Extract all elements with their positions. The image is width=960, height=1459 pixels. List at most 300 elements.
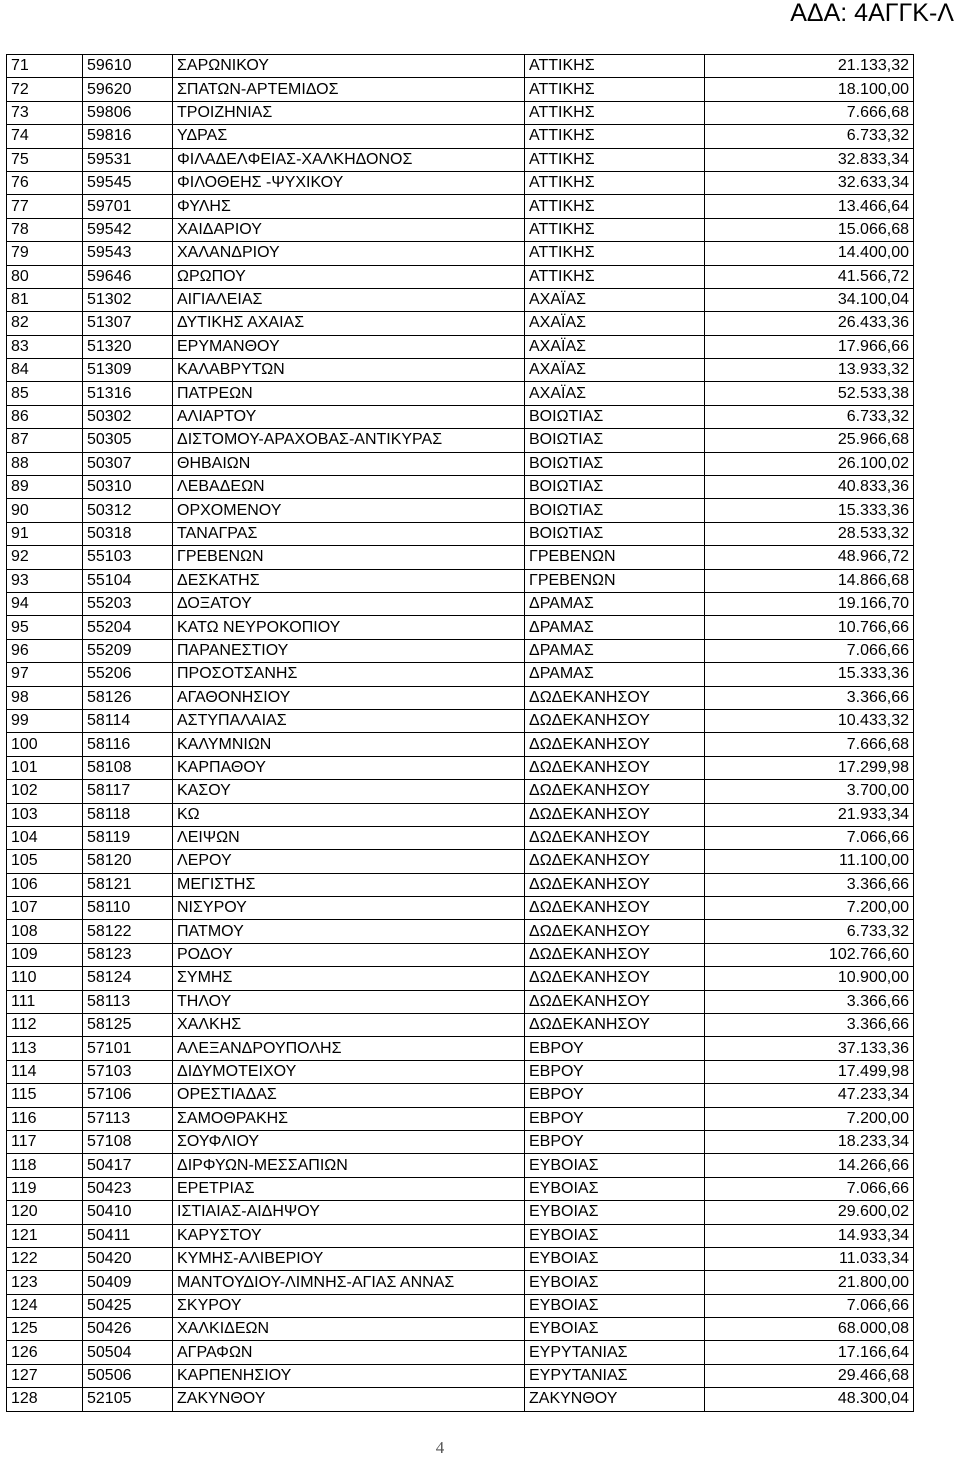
table-row <box>7 943 914 966</box>
row-number-cell: 75 <box>7 148 83 171</box>
municipality-name-cell: ΚΥΜΗΣ-ΑΛΙΒΕΡΙΟΥ <box>173 1247 525 1270</box>
municipality-code-cell: 59542 <box>83 218 173 241</box>
municipality-name-cell: ΩΡΩΠΟΥ <box>173 265 525 288</box>
prefecture-cell: ΒΟΙΩΤΙΑΣ <box>525 452 705 475</box>
row-number-cell: 108 <box>7 920 83 943</box>
prefecture-cell: ΔΩΔΕΚΑΝΗΣΟΥ <box>525 897 705 920</box>
prefecture-cell: ΑΧΑΪΑΣ <box>525 335 705 358</box>
prefecture-cell: ΕΥΒΟΙΑΣ <box>525 1177 705 1200</box>
table-row <box>7 592 914 615</box>
municipality-code-cell: 58114 <box>83 709 173 732</box>
municipality-name-cell: ΕΡΕΤΡΙΑΣ <box>173 1177 525 1200</box>
municipality-name-cell: ΚΑΤΩ ΝΕΥΡΟΚΟΠΙΟΥ <box>173 616 525 639</box>
amount-cell: 37.133,36 <box>705 1037 914 1060</box>
row-number-cell: 127 <box>7 1364 83 1387</box>
allocation-table <box>6 54 914 1412</box>
table-row <box>7 990 914 1013</box>
municipality-name-cell: ΖΑΚΥΝΘΟΥ <box>173 1388 525 1411</box>
prefecture-cell: ΑΧΑΪΑΣ <box>525 288 705 311</box>
municipality-code-cell: 50506 <box>83 1364 173 1387</box>
table-row <box>7 756 914 779</box>
table-row <box>7 897 914 920</box>
municipality-name-cell: ΣΑΡΩΝΙΚΟΥ <box>173 55 525 78</box>
row-number-cell: 122 <box>7 1247 83 1270</box>
amount-cell: 10.900,00 <box>705 967 914 990</box>
table-row <box>7 1341 914 1364</box>
municipality-name-cell: ΔΙΔΥΜΟΤΕΙΧΟΥ <box>173 1060 525 1083</box>
row-number-cell: 85 <box>7 382 83 405</box>
row-number-cell: 121 <box>7 1224 83 1247</box>
table-row <box>7 499 914 522</box>
amount-cell: 14.933,34 <box>705 1224 914 1247</box>
amount-cell: 21.800,00 <box>705 1271 914 1294</box>
prefecture-cell: ΔΩΔΕΚΑΝΗΣΟΥ <box>525 943 705 966</box>
table-row <box>7 803 914 826</box>
municipality-name-cell: ΦΥΛΗΣ <box>173 195 525 218</box>
amount-cell: 40.833,36 <box>705 476 914 499</box>
row-number-cell: 128 <box>7 1388 83 1411</box>
amount-cell: 7.066,66 <box>705 639 914 662</box>
municipality-name-cell: ΔΙΣΤΟΜΟΥ-ΑΡΑΧΟΒΑΣ-ΑΝΤΙΚΥΡΑΣ <box>173 429 525 452</box>
municipality-code-cell: 58126 <box>83 686 173 709</box>
amount-cell: 7.066,66 <box>705 1294 914 1317</box>
municipality-name-cell: ΛΕΒΑΔΕΩΝ <box>173 476 525 499</box>
row-number-cell: 125 <box>7 1318 83 1341</box>
amount-cell: 28.533,32 <box>705 522 914 545</box>
table-row <box>7 780 914 803</box>
prefecture-cell: ΔΩΔΕΚΑΝΗΣΟΥ <box>525 803 705 826</box>
amount-cell: 26.433,36 <box>705 312 914 335</box>
row-number-cell: 112 <box>7 1014 83 1037</box>
table-row <box>7 312 914 335</box>
row-number-cell: 123 <box>7 1271 83 1294</box>
table-row <box>7 476 914 499</box>
municipality-code-cell: 52105 <box>83 1388 173 1411</box>
prefecture-cell: ΕΥΒΟΙΑΣ <box>525 1154 705 1177</box>
table-row <box>7 452 914 475</box>
municipality-code-cell: 58110 <box>83 897 173 920</box>
municipality-name-cell: ΚΑΛΑΒΡΥΤΩΝ <box>173 359 525 382</box>
amount-cell: 18.100,00 <box>705 78 914 101</box>
prefecture-cell: ΔΩΔΕΚΑΝΗΣΟΥ <box>525 686 705 709</box>
municipality-code-cell: 51320 <box>83 335 173 358</box>
row-number-cell: 72 <box>7 78 83 101</box>
table-row <box>7 1294 914 1317</box>
amount-cell: 6.733,32 <box>705 125 914 148</box>
prefecture-cell: ΑΤΤΙΚΗΣ <box>525 101 705 124</box>
municipality-code-cell: 58118 <box>83 803 173 826</box>
municipality-name-cell: ΔΙΡΦΥΩΝ-ΜΕΣΣΑΠΙΩΝ <box>173 1154 525 1177</box>
row-number-cell: 71 <box>7 55 83 78</box>
prefecture-cell: ΑΤΤΙΚΗΣ <box>525 148 705 171</box>
municipality-code-cell: 55103 <box>83 546 173 569</box>
table-row <box>7 1037 914 1060</box>
prefecture-cell: ΑΤΤΙΚΗΣ <box>525 195 705 218</box>
prefecture-cell: ΑΤΤΙΚΗΣ <box>525 125 705 148</box>
table-row <box>7 359 914 382</box>
municipality-name-cell: ΡΟΔΟΥ <box>173 943 525 966</box>
municipality-code-cell: 50305 <box>83 429 173 452</box>
municipality-code-cell: 58108 <box>83 756 173 779</box>
table-row <box>7 242 914 265</box>
amount-cell: 41.566,72 <box>705 265 914 288</box>
amount-cell: 48.300,04 <box>705 1388 914 1411</box>
municipality-code-cell: 51307 <box>83 312 173 335</box>
prefecture-cell: ΑΤΤΙΚΗΣ <box>525 242 705 265</box>
table-row <box>7 1177 914 1200</box>
prefecture-cell: ΔΩΔΕΚΑΝΗΣΟΥ <box>525 990 705 1013</box>
amount-cell: 7.200,00 <box>705 897 914 920</box>
row-number-cell: 117 <box>7 1130 83 1153</box>
amount-cell: 14.866,68 <box>705 569 914 592</box>
municipality-name-cell: ΤΗΛΟΥ <box>173 990 525 1013</box>
municipality-code-cell: 58116 <box>83 733 173 756</box>
municipality-name-cell: ΑΓΡΑΦΩΝ <box>173 1341 525 1364</box>
row-number-cell: 89 <box>7 476 83 499</box>
amount-cell: 13.933,32 <box>705 359 914 382</box>
prefecture-cell: ΑΧΑΪΑΣ <box>525 359 705 382</box>
municipality-code-cell: 58124 <box>83 967 173 990</box>
table-row <box>7 967 914 990</box>
prefecture-cell: ΕΥΒΟΙΑΣ <box>525 1294 705 1317</box>
table-row <box>7 1154 914 1177</box>
municipality-name-cell: ΥΔΡΑΣ <box>173 125 525 148</box>
amount-cell: 11.033,34 <box>705 1247 914 1270</box>
municipality-code-cell: 50504 <box>83 1341 173 1364</box>
amount-cell: 7.666,68 <box>705 733 914 756</box>
amount-cell: 3.366,66 <box>705 686 914 709</box>
table-row <box>7 1247 914 1270</box>
row-number-cell: 110 <box>7 967 83 990</box>
amount-cell: 25.966,68 <box>705 429 914 452</box>
municipality-code-cell: 50307 <box>83 452 173 475</box>
municipality-code-cell: 58113 <box>83 990 173 1013</box>
amount-cell: 7.066,66 <box>705 826 914 849</box>
amount-cell: 32.833,34 <box>705 148 914 171</box>
municipality-code-cell: 50426 <box>83 1318 173 1341</box>
prefecture-cell: ΕΒΡΟΥ <box>525 1060 705 1083</box>
municipality-code-cell: 57103 <box>83 1060 173 1083</box>
table-row <box>7 382 914 405</box>
amount-cell: 3.366,66 <box>705 873 914 896</box>
amount-cell: 21.133,32 <box>705 55 914 78</box>
table-row <box>7 429 914 452</box>
prefecture-cell: ΔΩΔΕΚΑΝΗΣΟΥ <box>525 920 705 943</box>
row-number-cell: 97 <box>7 663 83 686</box>
municipality-code-cell: 57106 <box>83 1084 173 1107</box>
amount-cell: 47.233,34 <box>705 1084 914 1107</box>
prefecture-cell: ΕΒΡΟΥ <box>525 1037 705 1060</box>
table-row <box>7 78 914 101</box>
amount-cell: 17.966,66 <box>705 335 914 358</box>
prefecture-cell: ΓΡΕΒΕΝΩΝ <box>525 569 705 592</box>
municipality-code-cell: 58121 <box>83 873 173 896</box>
row-number-cell: 91 <box>7 522 83 545</box>
row-number-cell: 99 <box>7 709 83 732</box>
row-number-cell: 98 <box>7 686 83 709</box>
amount-cell: 7.066,66 <box>705 1177 914 1200</box>
municipality-name-cell: ΚΩ <box>173 803 525 826</box>
municipality-name-cell: ΧΑΛΑΝΔΡΙΟΥ <box>173 242 525 265</box>
page-number: 4 <box>435 1438 445 1457</box>
prefecture-cell: ΕΒΡΟΥ <box>525 1107 705 1130</box>
prefecture-cell: ΔΡΑΜΑΣ <box>525 616 705 639</box>
row-number-cell: 77 <box>7 195 83 218</box>
table-row <box>7 195 914 218</box>
row-number-cell: 102 <box>7 780 83 803</box>
municipality-code-cell: 59806 <box>83 101 173 124</box>
municipality-code-cell: 59545 <box>83 171 173 194</box>
row-number-cell: 86 <box>7 405 83 428</box>
table-row <box>7 148 914 171</box>
municipality-code-cell: 50310 <box>83 476 173 499</box>
municipality-name-cell: ΣΠΑΤΩΝ-ΑΡΤΕΜΙΔΟΣ <box>173 78 525 101</box>
prefecture-cell: ΑΧΑΪΑΣ <box>525 312 705 335</box>
row-number-cell: 103 <box>7 803 83 826</box>
prefecture-cell: ΕΥΒΟΙΑΣ <box>525 1247 705 1270</box>
municipality-code-cell: 51302 <box>83 288 173 311</box>
municipality-name-cell: ΣΑΜΟΘΡΑΚΗΣ <box>173 1107 525 1130</box>
table-row <box>7 686 914 709</box>
row-number-cell: 83 <box>7 335 83 358</box>
municipality-code-cell: 55206 <box>83 663 173 686</box>
municipality-name-cell: ΧΑΙΔΑΡΙΟΥ <box>173 218 525 241</box>
row-number-cell: 101 <box>7 756 83 779</box>
row-number-cell: 114 <box>7 1060 83 1083</box>
municipality-name-cell: ΑΛΙΑΡΤΟΥ <box>173 405 525 428</box>
municipality-name-cell: ΤΡΟΙΖΗΝΙΑΣ <box>173 101 525 124</box>
municipality-name-cell: ΛΕΡΟΥ <box>173 850 525 873</box>
table-row <box>7 1130 914 1153</box>
row-number-cell: 116 <box>7 1107 83 1130</box>
municipality-code-cell: 59701 <box>83 195 173 218</box>
prefecture-cell: ΒΟΙΩΤΙΑΣ <box>525 499 705 522</box>
municipality-code-cell: 50302 <box>83 405 173 428</box>
municipality-code-cell: 58125 <box>83 1014 173 1037</box>
row-number-cell: 79 <box>7 242 83 265</box>
prefecture-cell: ΔΡΑΜΑΣ <box>525 663 705 686</box>
municipality-code-cell: 50410 <box>83 1201 173 1224</box>
municipality-name-cell: ΟΡΧΟΜΕΝΟΥ <box>173 499 525 522</box>
municipality-code-cell: 50409 <box>83 1271 173 1294</box>
amount-cell: 13.466,64 <box>705 195 914 218</box>
prefecture-cell: ΑΧΑΪΑΣ <box>525 382 705 405</box>
row-number-cell: 95 <box>7 616 83 639</box>
municipality-name-cell: ΠΑΤΜΟΥ <box>173 920 525 943</box>
prefecture-cell: ΓΡΕΒΕΝΩΝ <box>525 546 705 569</box>
table-row <box>7 171 914 194</box>
prefecture-cell: ΑΤΤΙΚΗΣ <box>525 218 705 241</box>
prefecture-cell: ΔΩΔΕΚΑΝΗΣΟΥ <box>525 1014 705 1037</box>
row-number-cell: 113 <box>7 1037 83 1060</box>
table-row <box>7 101 914 124</box>
row-number-cell: 96 <box>7 639 83 662</box>
prefecture-cell: ΕΥΒΟΙΑΣ <box>525 1318 705 1341</box>
municipality-name-cell: ΚΑΛΥΜΝΙΩΝ <box>173 733 525 756</box>
municipality-name-cell: ΧΑΛΚΗΣ <box>173 1014 525 1037</box>
prefecture-cell: ΖΑΚΥΝΘΟΥ <box>525 1388 705 1411</box>
municipality-name-cell: ΦΙΛΑΔΕΛΦΕΙΑΣ-ΧΑΛΚΗΔΟΝΟΣ <box>173 148 525 171</box>
municipality-code-cell: 55204 <box>83 616 173 639</box>
prefecture-cell: ΔΩΔΕΚΑΝΗΣΟΥ <box>525 733 705 756</box>
row-number-cell: 120 <box>7 1201 83 1224</box>
municipality-name-cell: ΠΡΟΣΟΤΣΑΝΗΣ <box>173 663 525 686</box>
municipality-code-cell: 58120 <box>83 850 173 873</box>
municipality-code-cell: 50420 <box>83 1247 173 1270</box>
row-number-cell: 104 <box>7 826 83 849</box>
municipality-code-cell: 50425 <box>83 1294 173 1317</box>
municipality-name-cell: ΑΓΑΘΟΝΗΣΙΟΥ <box>173 686 525 709</box>
table-row <box>7 1014 914 1037</box>
row-number-cell: 90 <box>7 499 83 522</box>
amount-cell: 29.466,68 <box>705 1364 914 1387</box>
table-row <box>7 1084 914 1107</box>
municipality-code-cell: 58117 <box>83 780 173 803</box>
row-number-cell: 76 <box>7 171 83 194</box>
municipality-code-cell: 58119 <box>83 826 173 849</box>
row-number-cell: 118 <box>7 1154 83 1177</box>
amount-cell: 14.400,00 <box>705 242 914 265</box>
amount-cell: 18.233,34 <box>705 1130 914 1153</box>
amount-cell: 32.633,34 <box>705 171 914 194</box>
table-row <box>7 873 914 896</box>
table-row <box>7 546 914 569</box>
row-number-cell: 107 <box>7 897 83 920</box>
table-row <box>7 1060 914 1083</box>
amount-cell: 15.333,36 <box>705 663 914 686</box>
prefecture-cell: ΔΡΑΜΑΣ <box>525 592 705 615</box>
amount-cell: 11.100,00 <box>705 850 914 873</box>
table-row <box>7 522 914 545</box>
table-row <box>7 1107 914 1130</box>
prefecture-cell: ΒΟΙΩΤΙΑΣ <box>525 405 705 428</box>
municipality-name-cell: ΛΕΙΨΩΝ <box>173 826 525 849</box>
prefecture-cell: ΔΡΑΜΑΣ <box>525 639 705 662</box>
amount-cell: 7.200,00 <box>705 1107 914 1130</box>
amount-cell: 6.733,32 <box>705 405 914 428</box>
amount-cell: 102.766,60 <box>705 943 914 966</box>
municipality-code-cell: 58123 <box>83 943 173 966</box>
row-number-cell: 106 <box>7 873 83 896</box>
municipality-code-cell: 57108 <box>83 1130 173 1153</box>
row-number-cell: 78 <box>7 218 83 241</box>
municipality-name-cell: ΚΑΡΠΕΝΗΣΙΟΥ <box>173 1364 525 1387</box>
row-number-cell: 126 <box>7 1341 83 1364</box>
municipality-code-cell: 50411 <box>83 1224 173 1247</box>
municipality-name-cell: ΔΟΞΑΤΟΥ <box>173 592 525 615</box>
row-number-cell: 88 <box>7 452 83 475</box>
prefecture-cell: ΔΩΔΕΚΑΝΗΣΟΥ <box>525 756 705 779</box>
municipality-name-cell: ΦΙΛΟΘΕΗΣ -ΨΥΧΙΚΟΥ <box>173 171 525 194</box>
row-number-cell: 92 <box>7 546 83 569</box>
municipality-code-cell: 57113 <box>83 1107 173 1130</box>
table-row <box>7 569 914 592</box>
prefecture-cell: ΑΤΤΙΚΗΣ <box>525 265 705 288</box>
municipality-name-cell: ΜΑΝΤΟΥΔΙΟΥ-ΛΙΜΝΗΣ-ΑΓΙΑΣ ΑΝΝΑΣ <box>173 1271 525 1294</box>
prefecture-cell: ΑΤΤΙΚΗΣ <box>525 171 705 194</box>
amount-cell: 15.066,68 <box>705 218 914 241</box>
prefecture-cell: ΕΒΡΟΥ <box>525 1130 705 1153</box>
table-row <box>7 288 914 311</box>
row-number-cell: 124 <box>7 1294 83 1317</box>
municipality-name-cell: ΣΟΥΦΛΙΟΥ <box>173 1130 525 1153</box>
municipality-code-cell: 55209 <box>83 639 173 662</box>
row-number-cell: 74 <box>7 125 83 148</box>
row-number-cell: 93 <box>7 569 83 592</box>
table-row <box>7 1271 914 1294</box>
amount-cell: 15.333,36 <box>705 499 914 522</box>
prefecture-cell: ΔΩΔΕΚΑΝΗΣΟΥ <box>525 850 705 873</box>
amount-cell: 21.933,34 <box>705 803 914 826</box>
amount-cell: 3.366,66 <box>705 990 914 1013</box>
prefecture-cell: ΕΥΡΥΤΑΝΙΑΣ <box>525 1364 705 1387</box>
prefecture-cell: ΕΒΡΟΥ <box>525 1084 705 1107</box>
prefecture-cell: ΕΥΒΟΙΑΣ <box>525 1201 705 1224</box>
row-number-cell: 81 <box>7 288 83 311</box>
prefecture-cell: ΒΟΙΩΤΙΑΣ <box>525 476 705 499</box>
row-number-cell: 80 <box>7 265 83 288</box>
prefecture-cell: ΒΟΙΩΤΙΑΣ <box>525 429 705 452</box>
prefecture-cell: ΒΟΙΩΤΙΑΣ <box>525 522 705 545</box>
municipality-code-cell: 58122 <box>83 920 173 943</box>
municipality-code-cell: 50417 <box>83 1154 173 1177</box>
table-row <box>7 709 914 732</box>
municipality-name-cell: ΔΥΤΙΚΗΣ ΑΧΑΙΑΣ <box>173 312 525 335</box>
municipality-name-cell: ΜΕΓΙΣΤΗΣ <box>173 873 525 896</box>
municipality-code-cell: 55104 <box>83 569 173 592</box>
municipality-code-cell: 50423 <box>83 1177 173 1200</box>
municipality-name-cell: ΑΛΕΞΑΝΔΡΟΥΠΟΛΗΣ <box>173 1037 525 1060</box>
amount-cell: 48.966,72 <box>705 546 914 569</box>
table-row <box>7 55 914 78</box>
row-number-cell: 109 <box>7 943 83 966</box>
amount-cell: 10.433,32 <box>705 709 914 732</box>
table-row <box>7 265 914 288</box>
amount-cell: 7.666,68 <box>705 101 914 124</box>
municipality-name-cell: ΤΑΝΑΓΡΑΣ <box>173 522 525 545</box>
municipality-name-cell: ΑΣΤΥΠΑΛΑΙΑΣ <box>173 709 525 732</box>
amount-cell: 3.700,00 <box>705 780 914 803</box>
table-row <box>7 616 914 639</box>
municipality-name-cell: ΠΑΡΑΝΕΣΤΙΟΥ <box>173 639 525 662</box>
table-row <box>7 405 914 428</box>
municipality-name-cell: ΝΙΣΥΡΟΥ <box>173 897 525 920</box>
row-number-cell: 105 <box>7 850 83 873</box>
municipality-name-cell: ΚΑΣΟΥ <box>173 780 525 803</box>
municipality-name-cell: ΙΣΤΙΑΙΑΣ-ΑΙΔΗΨΟΥ <box>173 1201 525 1224</box>
prefecture-cell: ΔΩΔΕΚΑΝΗΣΟΥ <box>525 709 705 732</box>
municipality-name-cell: ΟΡΕΣΤΙΑΔΑΣ <box>173 1084 525 1107</box>
municipality-code-cell: 55203 <box>83 592 173 615</box>
municipality-name-cell: ΠΑΤΡΕΩΝ <box>173 382 525 405</box>
amount-cell: 26.100,02 <box>705 452 914 475</box>
municipality-code-cell: 50318 <box>83 522 173 545</box>
municipality-name-cell: ΣΥΜΗΣ <box>173 967 525 990</box>
amount-cell: 17.166,64 <box>705 1341 914 1364</box>
prefecture-cell: ΕΥΡΥΤΑΝΙΑΣ <box>525 1341 705 1364</box>
row-number-cell: 111 <box>7 990 83 1013</box>
prefecture-cell: ΑΤΤΙΚΗΣ <box>525 78 705 101</box>
amount-cell: 17.299,98 <box>705 756 914 779</box>
row-number-cell: 84 <box>7 359 83 382</box>
table-row <box>7 920 914 943</box>
amount-cell: 3.366,66 <box>705 1014 914 1037</box>
table-row <box>7 1318 914 1341</box>
table-body <box>7 55 914 1412</box>
amount-cell: 6.733,32 <box>705 920 914 943</box>
prefecture-cell: ΔΩΔΕΚΑΝΗΣΟΥ <box>525 826 705 849</box>
row-number-cell: 73 <box>7 101 83 124</box>
